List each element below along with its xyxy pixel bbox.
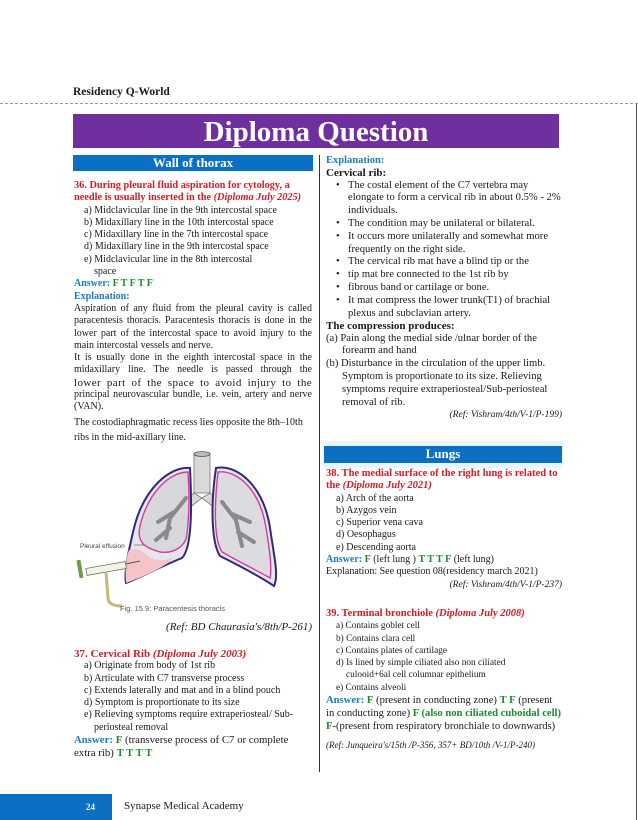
answer-label: Answer: [326,554,365,566]
option: b) Midaxillary line in the 10th intercostal space [84,216,274,228]
running-head: Residency Q-World [73,86,170,98]
section-header-lungs: Lungs [324,446,562,463]
column-divider [319,155,320,772]
option: d) Midaxillary line in the 9th intercostal space [84,241,269,253]
bullet-item: • It mat compress the lower trunk(T1) of brachial plexus and subclavian artery. [336,295,562,321]
answer-label: Answer: [74,734,116,747]
figure-caption: Fig. 15.9: Paracentesis thoracis [120,604,226,613]
answer-note: (left lung ) [370,554,419,566]
question-39 [326,608,562,751]
explanation-paragraph: lower part of the space to avoid injury to the [74,376,312,389]
answer-line [74,734,312,760]
option: d) Is lined by simple ciliated also non ciliated [336,658,506,669]
question-36 [74,180,312,445]
bullet-item: • fibrous band or cartilage or bone. [336,282,562,295]
answer-line [326,554,562,566]
explanation-label: Explanation: [74,290,130,302]
figure-reference: (Ref: BD Chaurasia's/8th/P-261) [166,621,312,633]
explanation-label: Explanation: [326,155,385,166]
header-divider [0,103,638,104]
option: c) Contains plates of cartilage [336,645,448,656]
answer-value: F [366,695,374,707]
question-38-title [326,468,562,493]
option: e) Contains alveoli [336,682,407,693]
answer-value: F [364,554,371,566]
option-continuation: culooid+6al cell columnar epithelium [346,670,486,681]
option: c) Midaxillary line in the 7th intercostal space [84,229,269,241]
answer-note: (present in conducting zone) [373,695,500,707]
option: c) Extends laterally and mat and in a blind pouch [84,684,281,696]
option: b) Articulate with C7 transverse process [84,672,245,684]
answer-label: Answer: [326,695,367,707]
option: a) Midclavicular line in the 9th intercostal space [84,204,277,216]
option: e) Descending aorta [336,541,416,553]
option: e) Midclavicular line in the 8th intercostal [84,253,253,265]
option-continuation: space [94,266,117,278]
answer-line [74,278,312,290]
question-39-title [326,608,562,620]
paracentesis-figure [74,448,314,618]
answer-value: T T T T [116,747,153,760]
bullet-item: • tip mat bre connected to the 1st rib by [336,269,562,282]
option: d) Oesophagus [336,529,396,541]
reference: (Ref: Junqueira's/15th /P-356, 357+ BD/10th /V-1/P-240) [326,740,535,751]
page-number: 24 [86,802,95,812]
question-37-source: (Diploma July 2003) [152,648,247,660]
answer-line [326,694,562,733]
option: a) Contains goblet cell [336,621,420,632]
question-39-source: (Diploma July 2008) [435,608,525,619]
answer-value: F T F T F [112,278,153,290]
cervical-rib-explanation [326,155,562,422]
answer-value: T T T F [418,554,452,566]
compression-item: (b) Disturbance in the circulation of the upper limb. Symptom is proportionate to its size. Relieving symptoms require extraperiosteal/Sub-periosteal removal of rib. [326,358,548,408]
answer-value: F [115,734,123,747]
compression-heading: The compression produces: [326,320,455,333]
compression-item: (a) Pain along the medial side /ulnar border of the forearm and hand [326,332,537,357]
bullet-item: • The cervical rib mat have a blind tip or the [336,256,562,269]
question-37 [74,648,312,760]
page-title-banner: Diploma Question [73,114,559,148]
bullet-item: • The costal element of the C7 vertebra may elongate to form a cervical rib in about 0.5% - 2% individuals. [336,180,562,218]
explanation-paragraph: The costodiaphragmatic recess lies opposite the 8th–10th ribs in the mid-axillary line. [74,416,303,443]
answer-value: F (also non ciliated cuboidal cell) F [326,708,562,733]
left-lung-icon [213,468,277,586]
option: a) Arch of the aorta [336,492,414,504]
cervical-rib-heading: Cervical rib: [326,167,387,180]
reference: (Ref: Vishram/4th/V-1/P-199) [449,410,562,421]
question-37-title [74,648,312,660]
answer-note: (transverse process of C7 or complete extra rib) [74,734,289,760]
answer-label: Answer: [74,278,113,290]
question-39-text: 39. Terminal bronchiole [326,608,436,619]
option: b) Contains clara cell [336,633,416,644]
answer-value: T F [499,695,516,707]
answer-note: (present in conducting zone) [326,695,553,720]
cervical-rib-bullets [326,180,562,321]
option: e) Relieving symptoms require extraperiosteal/ Sub- [84,709,294,721]
explanation-paragraph: principal neurovascular bundle, i.e. vein, artery and nerve (VAN). [74,389,312,413]
answer-note: (left lung) [451,554,494,566]
question-36-title [74,180,312,205]
question-37-text: 37. Cervical Rib [74,648,153,660]
page-number-bar [0,794,112,820]
option: c) Superior vena cava [336,517,423,529]
reference: (Ref: Vishram/4th/V-1/P-237) [449,579,562,590]
option: b) Azygos vein [336,504,397,516]
question-38-text: 38. The medial surface of the right lung is related to the [326,468,558,492]
right-lung-icon [125,468,191,583]
answer-note: -(present from respiratory bronchiale to downwards) [332,721,556,733]
figure-label-pleural-effusion: Pleural effusion [80,543,125,550]
question-38 [326,468,562,591]
publisher-name: Synapse Medical Academy [124,800,244,812]
explanation-paragraph: It is usually done in the eighth intercostal space in the midaxillary line. The needle is passed through the [74,352,312,376]
explanation-line: Explanation: See question 08(residency march 2021) [326,566,538,578]
explanation-paragraph: Aspiration of any fluid from the pleural cavity is called paracentesis thoracis. Paracentesis thoracis is done in the lower part of the intercostal space to avoid injury to the main intercostal vessels and nerve. [74,302,312,351]
bullet-item: • The condition may be unilateral or bilateral. [336,218,562,231]
page-edge-line [636,104,637,820]
question-36-source: (Diploma July 2025) [213,192,302,204]
option: a) Originate from body of 1st rib [84,660,216,672]
question-38-source: (Diploma July 2021) [342,480,432,492]
question-36-text: 36. During pleural fluid aspiration for cytology, a needle is usually inserted in the [74,180,290,204]
section-header-wall-of-thorax: Wall of thorax [73,155,313,171]
bullet-item: • It occurs more unilaterally and somewhat more frequently on the right side. [336,231,562,257]
option: d) Symptom is proportionate to its size [84,697,240,709]
option-continuation: periosteal removal [94,721,169,733]
